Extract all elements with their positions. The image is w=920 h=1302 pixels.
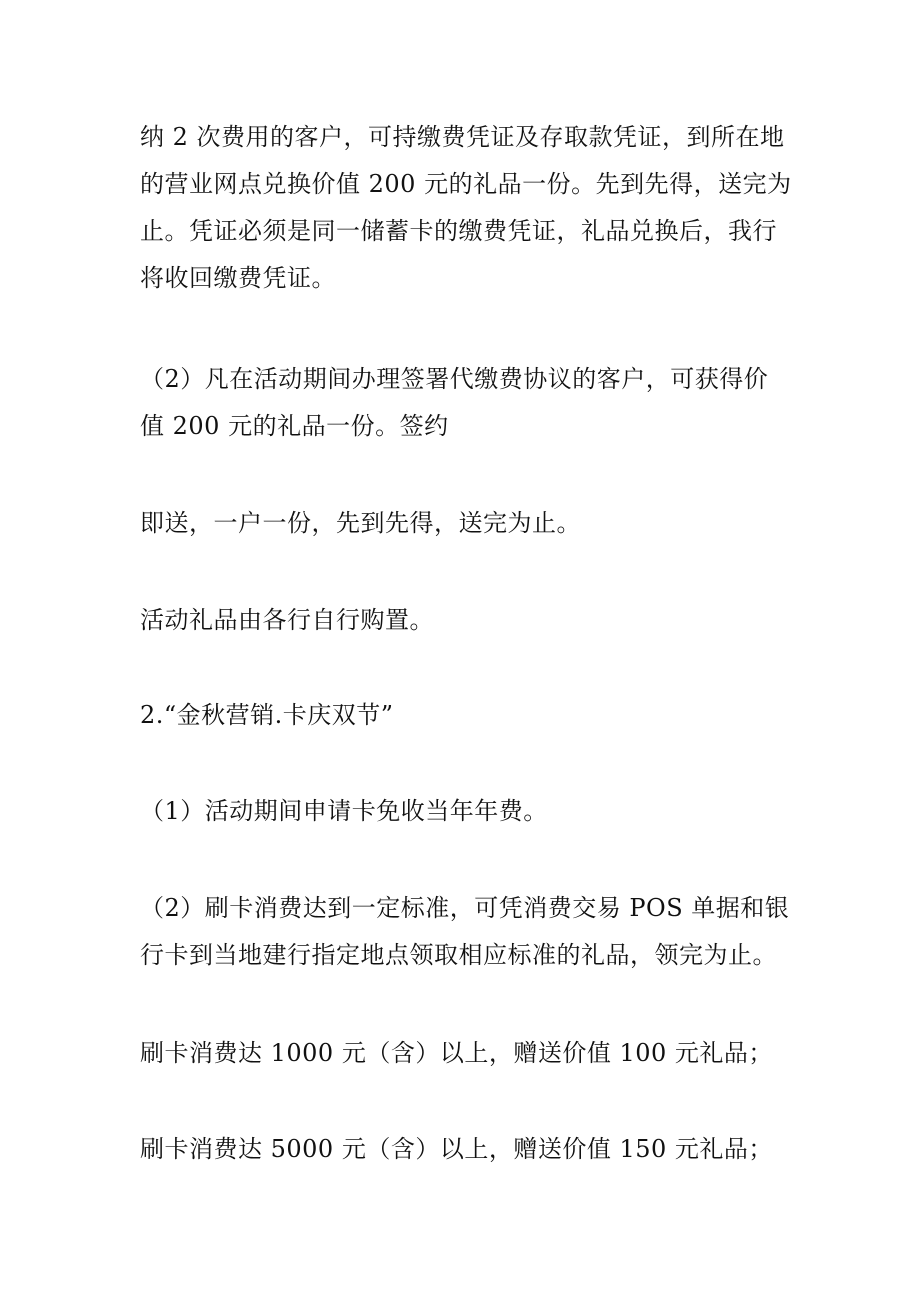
text-line: （1）活动期间申请卡免收当年年费。 xyxy=(140,797,548,825)
paragraph-gift-purchase xyxy=(140,597,800,644)
text-line: 的营业网点兑换价值 200 元的礼品一份。先到先得，送完为 xyxy=(140,170,792,198)
text-line: 刷卡消费达 1000 元（含）以上，赠送价值 100 元礼品； xyxy=(140,1039,773,1067)
paragraph-spending-reward xyxy=(140,885,800,979)
text-line: 2.“金秋营销.卡庆双节” xyxy=(140,701,394,729)
paragraph-reward-tier-5000 xyxy=(140,1126,800,1173)
section-heading-autumn-marketing xyxy=(140,692,800,739)
text-line: 活动礼品由各行自行购置。 xyxy=(140,606,434,634)
paragraph-agreement-gift xyxy=(140,356,800,450)
paragraph-reward-tier-1000 xyxy=(140,1030,800,1077)
text-line: 即送，一户一份，先到先得，送完为止。 xyxy=(140,509,581,537)
text-line: 将收回缴费凭证。 xyxy=(140,264,336,292)
text-line: （2）凡在活动期间办理签署代缴费协议的客户，可获得价 xyxy=(140,365,769,393)
text-line: 刷卡消费达 5000 元（含）以上，赠送价值 150 元礼品； xyxy=(140,1135,773,1163)
text-line: 止。凭证必须是同一储蓄卡的缴费凭证，礼品兑换后，我行 xyxy=(140,217,777,245)
text-line: 值 200 元的礼品一份。签约 xyxy=(140,412,449,440)
paragraph-gift-exchange xyxy=(140,114,800,302)
text-line: （2）刷卡消费达到一定标准，可凭消费交易 POS 单据和银 xyxy=(140,894,790,922)
text-line: 行卡到当地建行指定地点领取相应标准的礼品，领完为止。 xyxy=(140,941,777,969)
text-line: 纳 2 次费用的客户，可持缴费凭证及存取款凭证，到所在地 xyxy=(140,123,785,151)
paragraph-instant-gift xyxy=(140,500,800,547)
paragraph-annual-fee xyxy=(140,788,800,835)
